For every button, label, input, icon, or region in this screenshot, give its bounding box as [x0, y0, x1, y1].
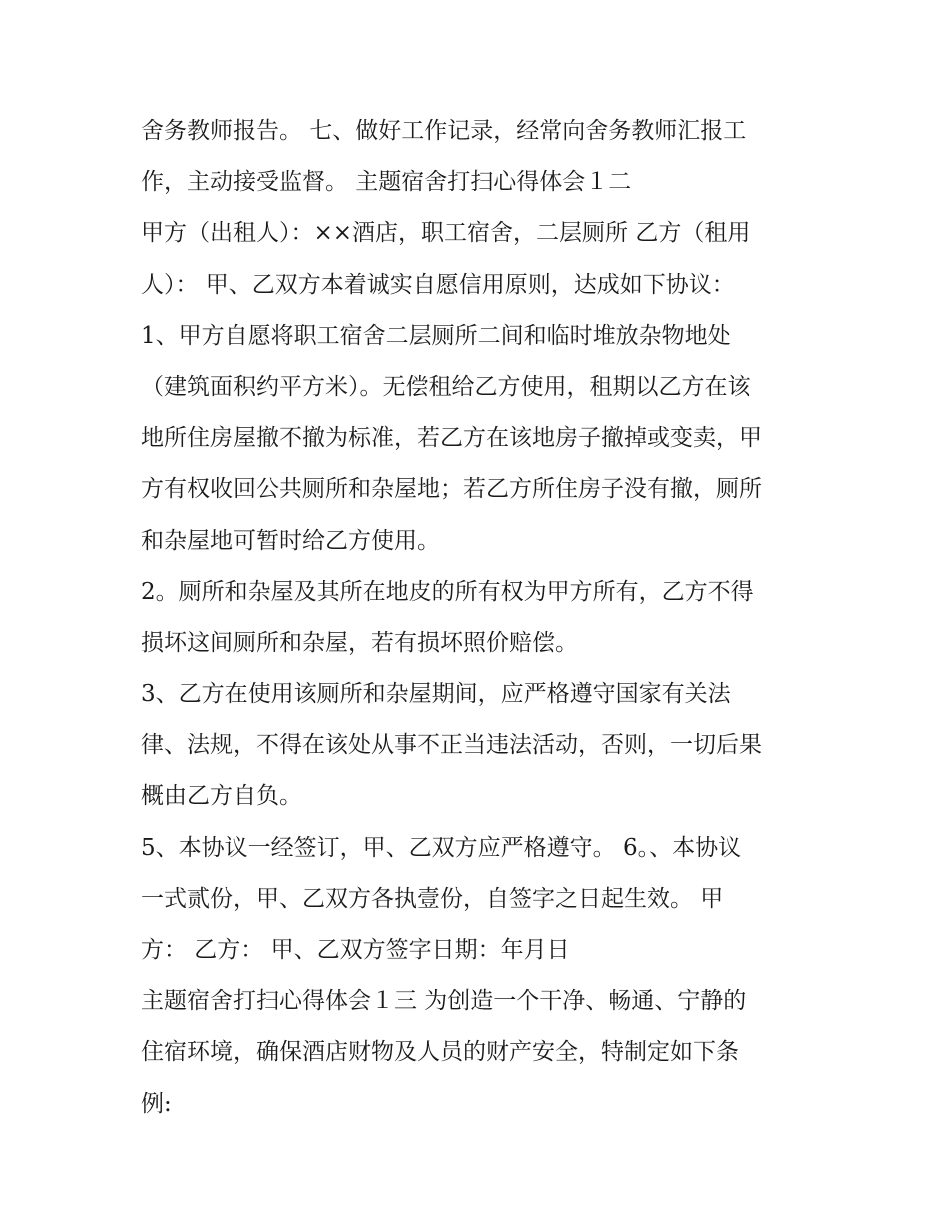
text-line: 方有权收回公共厕所和杂屋地；若乙方所住房子没有撤，厕所 — [141, 476, 762, 503]
text-line: 方： 乙方： 甲、乙双方签字日期：年月日 — [141, 937, 570, 963]
text-line: 律、法规，不得在该处从事不正当违法活动，否则，一切后果 — [141, 732, 762, 759]
text-line: 一式贰份，甲、乙双方各执壹份，自签字之日起生效。 甲 — [141, 885, 724, 912]
text-line: 作，主动接受监督。 主题宿舍打扫心得体会１二 — [141, 169, 632, 196]
text-line: 和杂屋地可暂时给乙方使用。 — [141, 527, 440, 554]
text-line: （建筑面积约平方米）。无偿租给乙方使用，租期以乙方在该 — [141, 373, 751, 400]
text-line: 舍务教师报告。 七、做好工作记录，经常向舍务教师汇报工 — [141, 118, 747, 144]
text-line: 例: — [141, 1090, 172, 1117]
text-line: 3、乙方在使用该厕所和杂屋期间，应严格遵守国家有关法 — [141, 681, 731, 708]
text-line: 地所住房屋撤不撤为标准，若乙方在该地房子撤掉或变卖，甲 — [141, 425, 762, 452]
text-line: 2。厕所和杂屋及其所在地皮的所有权为甲方所有，乙方不得 — [141, 578, 754, 605]
text-line: 5、本协议一经签订，甲、乙双方应严格遵守。 6。、本协议 — [141, 834, 742, 861]
text-line: 主题宿舍打扫心得体会１三 为创造一个干净、畅通、宁静的 — [141, 988, 747, 1015]
text-line: 人）： 甲、乙双方本着诚实自愿信用原则，达成如下协议： — [141, 271, 735, 298]
text-line: 甲方（出租人）：××酒店，职工宿舍，二层厕所 乙方（租用 — [141, 220, 751, 247]
text-line: 住宿环境，确保酒店财物及人员的财产安全，特制定如下条 — [141, 1039, 739, 1066]
text-line: 1、甲方自愿将职工宿舍二层厕所二间和临时堆放杂物地处 — [141, 322, 731, 349]
document-body — [141, 106, 821, 1130]
text-line: 概由乙方自负。 — [141, 783, 302, 810]
text-line: 损坏这间厕所和杂屋，若有损坏照价赔偿。 — [141, 629, 578, 656]
